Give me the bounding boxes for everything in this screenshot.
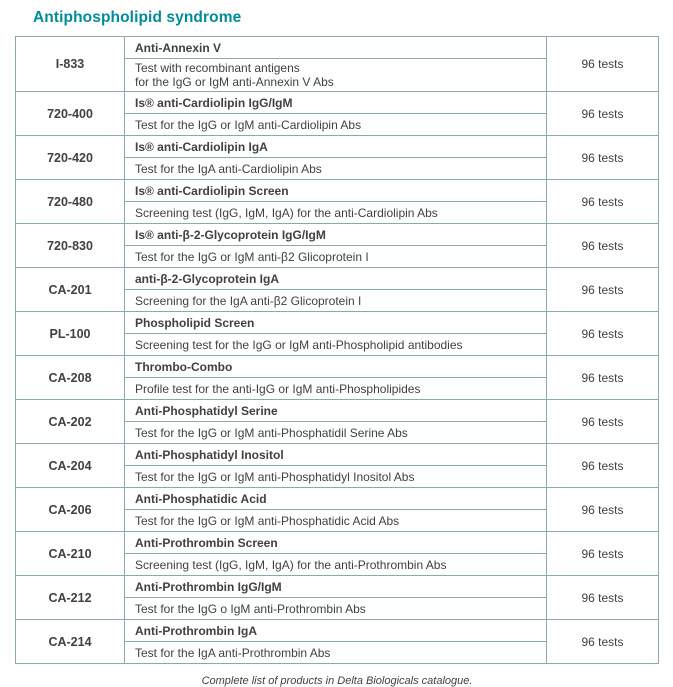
product-code: 720-480 (16, 180, 125, 224)
product-description: Test for the IgG or IgM anti-Phosphatidyl Inositol Abs (125, 466, 547, 488)
product-description: Test with recombinant antigens for the IgG or IgM anti-Annexin V Abs (125, 59, 547, 92)
product-tests-count: 96 tests (547, 576, 659, 620)
product-tests-count: 96 tests (547, 444, 659, 488)
product-tests-count: 96 tests (547, 180, 659, 224)
product-code: I-833 (16, 37, 125, 92)
product-code: CA-212 (16, 576, 125, 620)
product-code: 720-400 (16, 92, 125, 136)
product-description: Test for the IgG o IgM anti-Prothrombin Abs (125, 598, 547, 620)
product-table-body (16, 37, 659, 664)
product-description: Test for the IgG or IgM anti-Phosphatidic Acid Abs (125, 510, 547, 532)
product-row (16, 92, 659, 114)
product-row (16, 312, 659, 334)
product-code: 720-830 (16, 224, 125, 268)
product-row (16, 224, 659, 246)
product-description: Test for the IgG or IgM anti-Cardiolipin Abs (125, 114, 547, 136)
product-tests-count: 96 tests (547, 92, 659, 136)
product-description: Test for the IgG or IgM anti-β2 Glicoprotein I (125, 246, 547, 268)
product-row (16, 356, 659, 378)
product-tests-count: 96 tests (547, 224, 659, 268)
product-description: Screening test for the IgG or IgM anti-Phospholipid antibodies (125, 334, 547, 356)
product-tests-count: 96 tests (547, 532, 659, 576)
product-name: Anti-Prothrombin IgG/IgM (125, 576, 547, 598)
product-name: Phospholipid Screen (125, 312, 547, 334)
product-description: Profile test for the anti-IgG or IgM anti-Phospholipides (125, 378, 547, 400)
product-tests-count: 96 tests (547, 620, 659, 664)
product-tests-count: 96 tests (547, 312, 659, 356)
product-tests-count: 96 tests (547, 136, 659, 180)
product-name: Anti-Phosphatidic Acid (125, 488, 547, 510)
product-row (16, 400, 659, 422)
product-code: CA-204 (16, 444, 125, 488)
product-name: Anti-Prothrombin IgA (125, 620, 547, 642)
product-code: CA-214 (16, 620, 125, 664)
product-description: Test for the IgG or IgM anti-Phosphatidil Serine Abs (125, 422, 547, 444)
product-row (16, 444, 659, 466)
product-code: CA-208 (16, 356, 125, 400)
product-name: Is® anti-Cardiolipin IgA (125, 136, 547, 158)
product-row (16, 268, 659, 290)
product-name: Anti-Phosphatidyl Serine (125, 400, 547, 422)
product-code: 720-420 (16, 136, 125, 180)
product-tests-count: 96 tests (547, 37, 659, 92)
product-name: Anti-Prothrombin Screen (125, 532, 547, 554)
product-name: anti-β-2-Glycoprotein IgA (125, 268, 547, 290)
product-code: CA-201 (16, 268, 125, 312)
product-name: Is® anti-β-2-Glycoprotein IgG/IgM (125, 224, 547, 246)
product-tests-count: 96 tests (547, 356, 659, 400)
product-tests-count: 96 tests (547, 488, 659, 532)
product-description: Screening for the IgA anti-β2 Glicoprotein I (125, 290, 547, 312)
product-description: Screening test (IgG, IgM, IgA) for the anti-Cardiolipin Abs (125, 202, 547, 224)
footer-note: Complete list of products in Delta Biologicals catalogue. (201, 675, 473, 687)
product-code: CA-202 (16, 400, 125, 444)
product-row (16, 136, 659, 158)
product-row (16, 576, 659, 598)
product-code: CA-206 (16, 488, 125, 532)
product-name: Anti-Phosphatidyl Inositol (125, 444, 547, 466)
page-title: Antiphospholipid syndrome (33, 9, 242, 26)
product-code: PL-100 (16, 312, 125, 356)
product-description: Test for the IgA anti-Cardiolipin Abs (125, 158, 547, 180)
product-description: Test for the IgA anti-Prothrombin Abs (125, 642, 547, 664)
product-row (16, 180, 659, 202)
product-tests-count: 96 tests (547, 400, 659, 444)
product-row (16, 532, 659, 554)
product-row (16, 37, 659, 59)
product-row (16, 488, 659, 510)
product-description: Screening test (IgG, IgM, IgA) for the anti-Prothrombin Abs (125, 554, 547, 576)
product-name: Is® anti-Cardiolipin IgG/IgM (125, 92, 547, 114)
product-tests-count: 96 tests (547, 268, 659, 312)
product-row (16, 620, 659, 642)
product-code: CA-210 (16, 532, 125, 576)
product-table (15, 36, 659, 664)
product-name: Anti-Annexin V (125, 37, 547, 59)
product-name: Thrombo-Combo (125, 356, 547, 378)
product-name: Is® anti-Cardiolipin Screen (125, 180, 547, 202)
